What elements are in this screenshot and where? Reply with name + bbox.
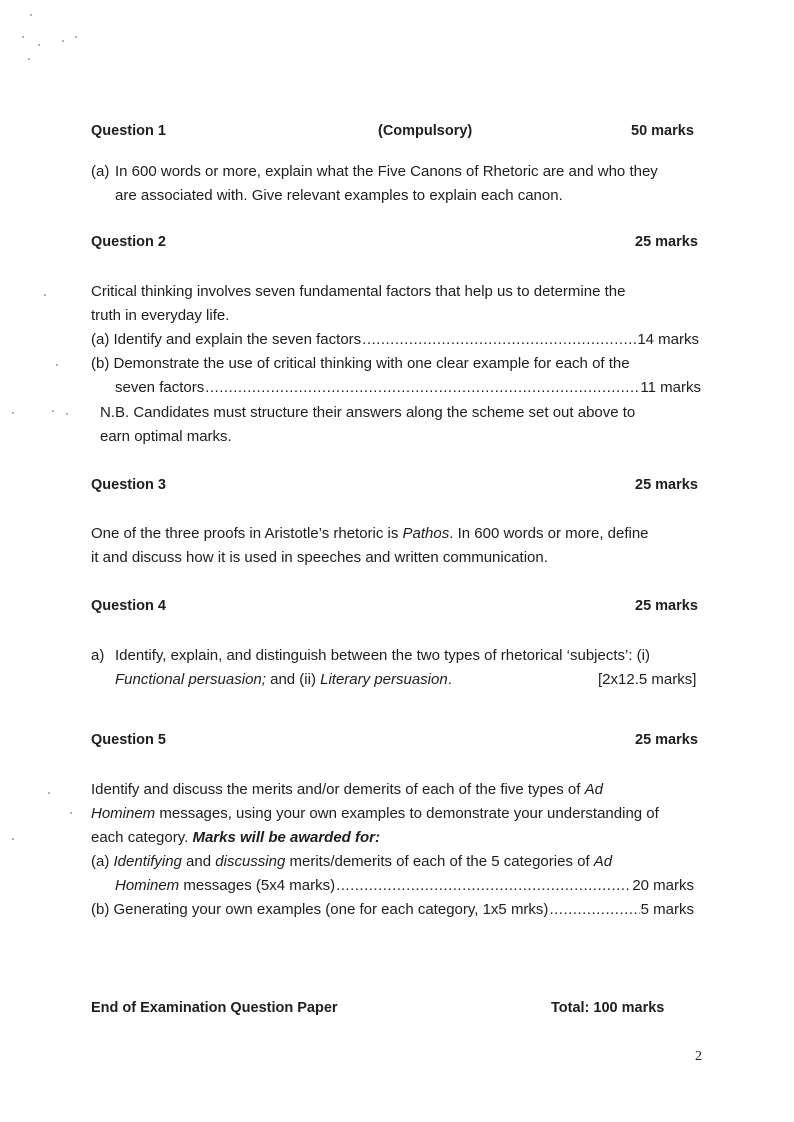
ad-term: Ad	[584, 781, 603, 798]
question-5-title: Question 5	[91, 732, 166, 748]
question-2-title: Question 2	[91, 234, 166, 250]
question-5-line-3-start: each category.	[91, 829, 193, 846]
question-5-part-a-label: (a)	[91, 853, 114, 870]
question-2-nb-line-1: N.B. Candidates must structure their answers along the scheme set out above to	[100, 404, 636, 421]
question-5-line-2-end: messages, using your own examples to demonstrate your understanding of	[155, 805, 659, 822]
pathos-term: Pathos	[402, 525, 450, 542]
question-5-line-1-start: Identify and discuss the merits and/or demerits of each of the five types of	[91, 781, 585, 798]
question-4-part-a-line-2	[115, 668, 452, 692]
question-4-line-2-end: .	[447, 671, 452, 688]
question-2-part-b-marks: 11 marks	[640, 379, 701, 396]
question-4-line-2-mid: and (ii)	[265, 671, 321, 688]
question-5-part-a-line-1	[91, 850, 612, 874]
question-5-part-b	[91, 898, 694, 922]
functional-persuasion-term: Functional persuasion;	[115, 671, 266, 688]
question-5-marks: 25 marks	[635, 732, 698, 748]
question-5-part-a-mid-1: and	[181, 853, 216, 870]
question-5-part-a-line-2	[115, 874, 694, 898]
question-5-part-a-marks: 20 marks	[632, 877, 694, 894]
question-4-marks: 25 marks	[635, 598, 698, 614]
question-5-part-b-marks: 5 marks	[640, 901, 694, 918]
discussing-term: discussing	[215, 853, 286, 870]
question-2-nb-line-2: earn optimal marks.	[100, 428, 232, 445]
question-3-line-2: it and discuss how it is used in speeches and written communication.	[91, 549, 548, 566]
hominem-term: Hominem	[115, 877, 180, 894]
question-1-part-a-label: (a)	[91, 163, 110, 180]
identifying-term: Identifying	[113, 853, 182, 870]
question-2-marks: 25 marks	[635, 234, 698, 250]
question-4-part-a-marks: [2x12.5 marks]	[598, 671, 697, 688]
question-2-part-a-text: (a) Identify and explain the seven factors	[91, 331, 362, 348]
question-2-part-a-marks: 14 marks	[637, 331, 699, 348]
end-of-paper-text: End of Examination Question Paper	[91, 1000, 338, 1016]
leader-dots	[336, 874, 631, 898]
question-5-line-2	[91, 802, 659, 826]
question-2-part-b-text: seven factors	[115, 379, 205, 396]
question-3-marks: 25 marks	[635, 477, 698, 493]
question-2-intro-line-2: truth in everyday life.	[91, 307, 230, 324]
question-5-line-1	[91, 778, 603, 802]
question-2-intro-line-1: Critical thinking involves seven fundamental factors that help us to determine the	[91, 283, 626, 300]
question-5-line-3	[91, 826, 380, 850]
question-5-part-a-text: messages (5x4 marks)	[179, 877, 336, 894]
question-2-part-b-line-1: (b) Demonstrate the use of critical thinking with one clear example for each of the	[91, 355, 630, 372]
question-1-marks: 50 marks	[631, 123, 694, 139]
ad-term: Ad	[593, 853, 613, 870]
literary-persuasion-term: Literary persuasion	[320, 671, 448, 688]
question-5-part-a-mid-2: merits/demerits of each of the 5 categories of	[285, 853, 594, 870]
question-2-part-b-line-2	[115, 376, 701, 400]
question-3-title: Question 3	[91, 477, 166, 493]
question-3-line-1-start: One of the three proofs in Aristotle’s rhetoric is	[91, 525, 403, 542]
question-1-part-a-line-2: are associated with. Give relevant examples to explain each canon.	[115, 187, 563, 204]
question-4-part-a-line-1: Identify, explain, and distinguish between the two types of rhetorical ‘subjects’: (i)	[115, 647, 651, 664]
question-2-part-a	[91, 328, 699, 352]
question-4-part-a-label: a)	[91, 647, 105, 664]
question-3-line-1-end: . In 600 words or more, define	[449, 525, 649, 542]
marks-awarded-note: Marks will be awarded for:	[192, 829, 381, 846]
page-number: 2	[695, 1049, 702, 1064]
question-1-part-a-line-1: In 600 words or more, explain what the Five Canons of Rhetoric are and who they	[115, 163, 658, 180]
question-4-title: Question 4	[91, 598, 166, 614]
leader-dots	[549, 898, 639, 922]
question-3-line-1	[91, 522, 649, 546]
hominem-term: Hominem	[91, 805, 156, 822]
total-marks: Total: 100 marks	[551, 1000, 665, 1016]
question-5-part-b-text: (b) Generating your own examples (one for each category, 1x5 mrks)	[91, 901, 549, 918]
question-1-title: Question 1	[91, 123, 166, 139]
leader-dots	[205, 376, 639, 400]
question-1-compulsory-note: (Compulsory)	[378, 123, 473, 139]
leader-dots	[362, 328, 636, 352]
